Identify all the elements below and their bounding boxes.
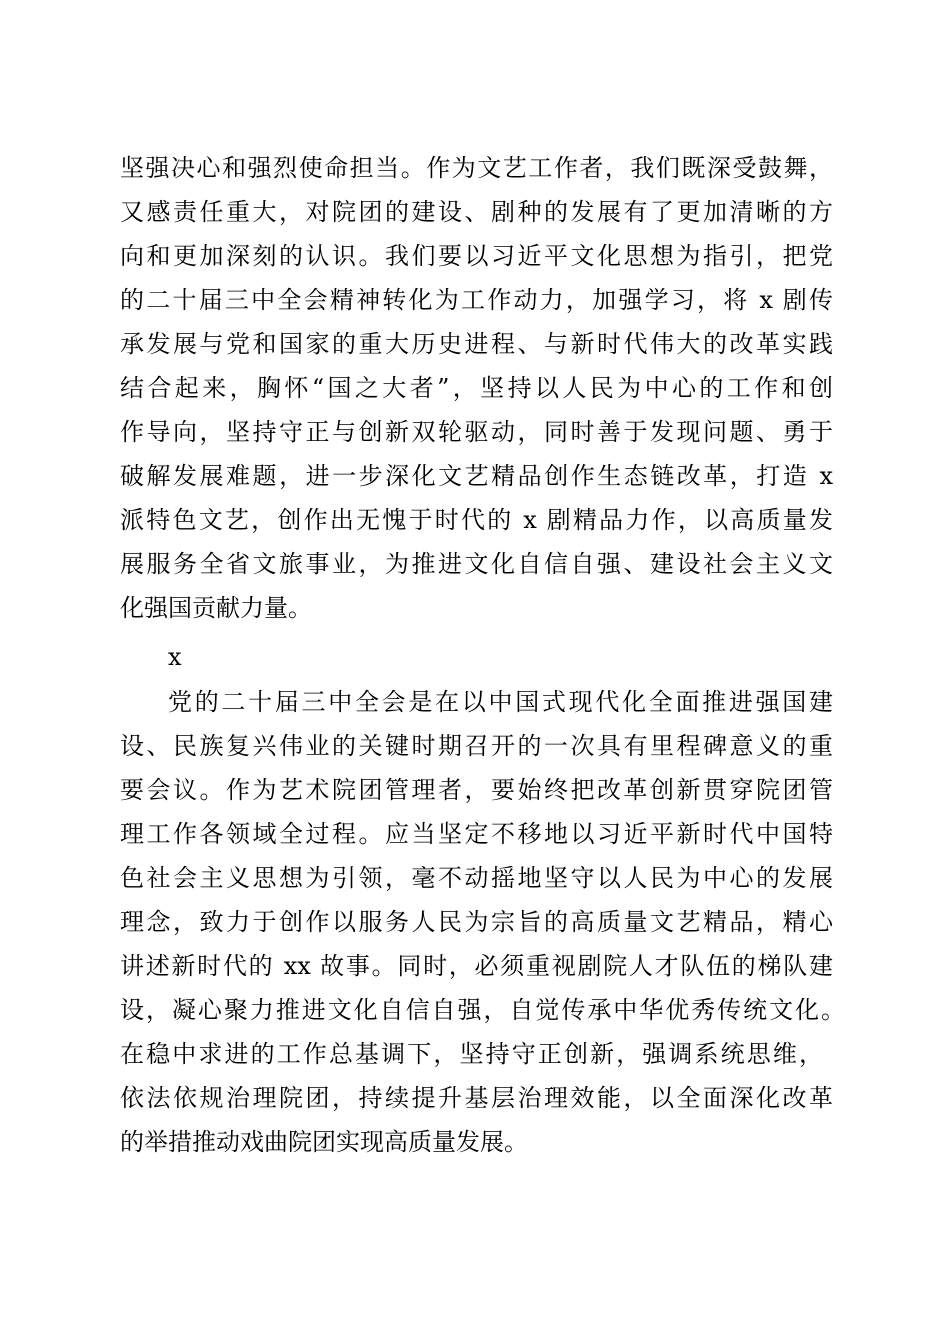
paragraph-line: 向和更加深刻的认识。我们要以习近平文化思想为指引，把党 bbox=[120, 242, 833, 270]
paragraph-line: 结合起来，胸怀“国之大者”，坚持以人民为中心的工作和创 bbox=[120, 374, 833, 402]
paragraph-line: 在稳中求进的工作总基调下，坚持守正创新，强调系统思维， bbox=[120, 1040, 823, 1068]
paragraph-line: 设，凝心聚力推进文化自信自强，自觉传承中华优秀传统文化。 bbox=[120, 996, 845, 1024]
paragraph-line: 的二十届三中全会精神转化为工作动力，加强学习，将 x 剧传 bbox=[120, 286, 833, 314]
paragraph-line: 化强国贡献力量。 bbox=[120, 594, 312, 622]
paragraph-line: 坚强决心和强烈使命担当。作为文艺工作者，我们既深受鼓舞， bbox=[120, 154, 833, 182]
paragraph-line: 理工作各领域全过程。应当坚定不移地以习近平新时代中国特 bbox=[120, 820, 833, 848]
paragraph-line: 破解发展难题，进一步深化文艺精品创作生态链改革，打造 x bbox=[120, 462, 833, 490]
paragraph-line: 设、民族复兴伟业的关键时期召开的一次具有里程碑意义的重 bbox=[120, 732, 833, 760]
paragraph-line: 理念，致力于创作以服务人民为宗旨的高质量文艺精品，精心 bbox=[120, 908, 833, 936]
paragraph-line: 色社会主义思想为引领，毫不动摇地坚守以人民为中心的发展 bbox=[120, 864, 833, 892]
paragraph-line: 又感责任重大，对院团的建设、剧种的发展有了更加清晰的方 bbox=[120, 198, 833, 226]
paragraph-line: 依法依规治理院团，持续提升基层治理效能，以全面深化改革 bbox=[120, 1084, 833, 1112]
paragraph-line: 要会议。作为艺术院团管理者，要始终把改革创新贯穿院团管 bbox=[120, 776, 833, 804]
paragraph-line: 讲述新时代的 xx 故事。同时，必须重视剧院人才队伍的梯队建 bbox=[120, 952, 833, 980]
section-heading: x bbox=[168, 643, 182, 671]
paragraph-line: 派特色文艺，创作出无愧于时代的 x 剧精品力作，以高质量发 bbox=[120, 506, 833, 534]
paragraph-line: 展服务全省文旅事业，为推进文化自信自强、建设社会主义文 bbox=[120, 550, 833, 578]
paragraph-line: 承发展与党和国家的重大历史进程、与新时代伟大的改革实践 bbox=[120, 330, 833, 358]
paragraph-line: 作导向，坚持守正与创新双轮驱动，同时善于发现问题、勇于 bbox=[120, 418, 833, 446]
paragraph-line: 的举措推动戏曲院团实现高质量发展。 bbox=[120, 1128, 528, 1156]
paragraph-line: 党的二十届三中全会是在以中国式现代化全面推进强国建 bbox=[168, 688, 833, 716]
